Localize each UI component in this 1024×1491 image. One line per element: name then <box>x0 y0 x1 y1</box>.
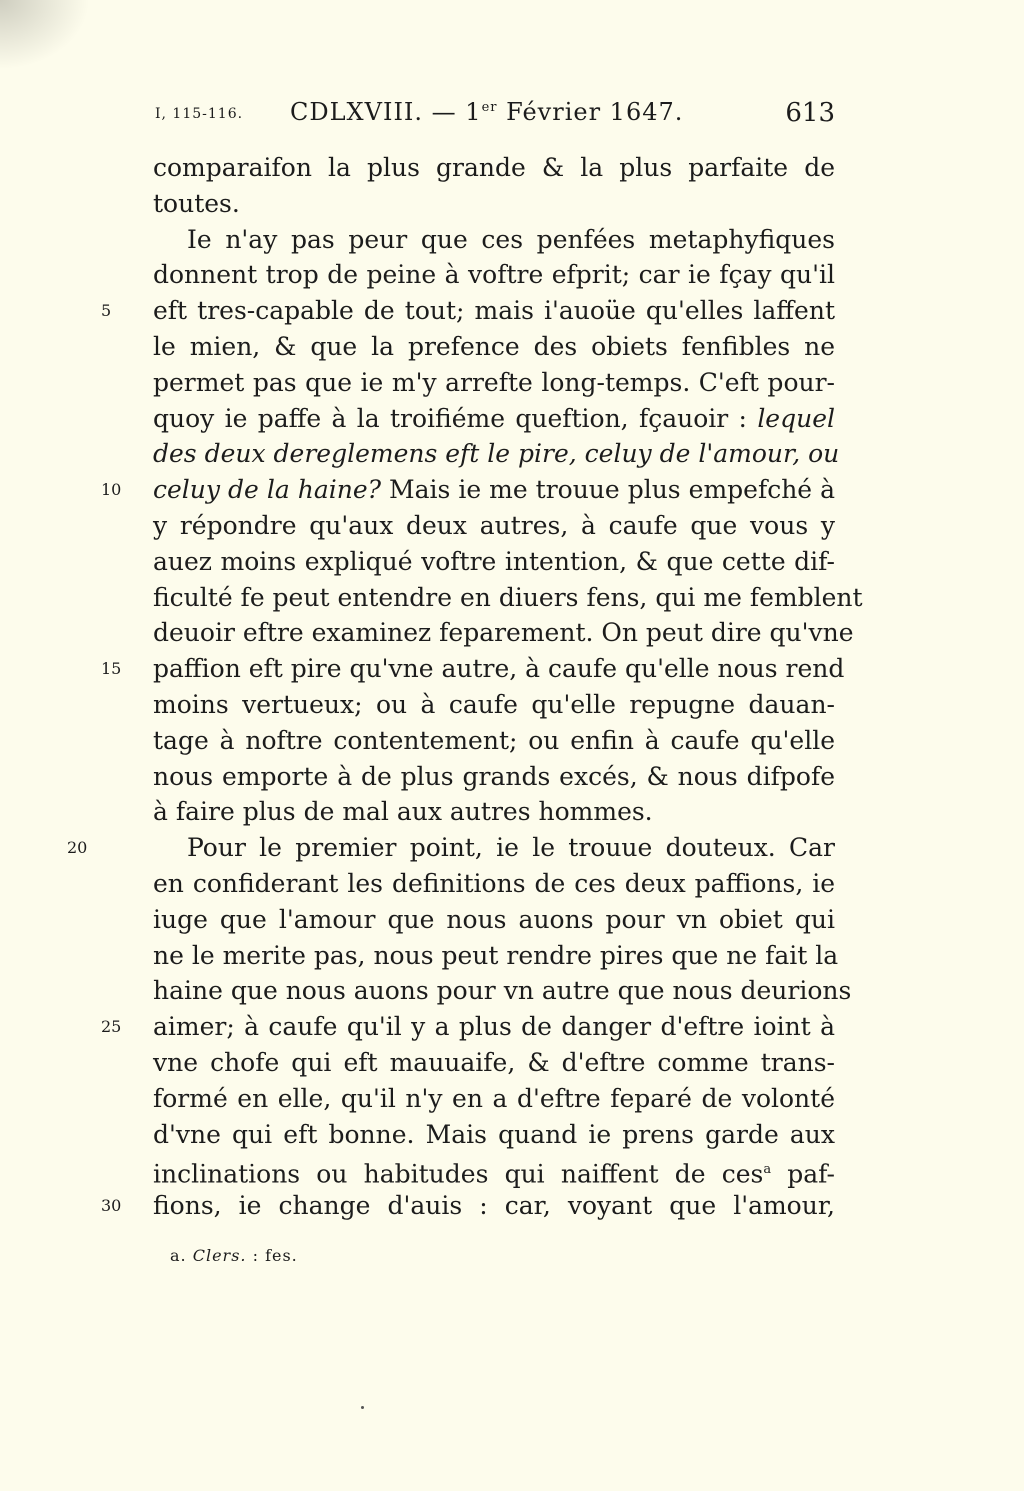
page-number: 613 <box>785 98 835 128</box>
text-line: y répondre qu'aux deux autres, à caufe que vous y <box>153 510 835 540</box>
line-number: 15 <box>101 659 122 679</box>
text-line: des deux dereglemens eft le pire, celuy de l'amour, ou <box>153 439 840 469</box>
line-number: 20 <box>67 838 88 858</box>
text-line: auez moins expliqué voftre intention, & que cette dif- <box>153 546 835 576</box>
text-line: 30 fions, ie change d'auis : car, voyant que l'amour, <box>153 1188 835 1224</box>
text-line: haine que nous auons pour vn autre que nous deurions <box>153 976 852 1006</box>
text-line: 25 aimer; à caufe qu'il y a plus de danger d'eftre ioint à <box>153 1009 835 1045</box>
text-line: ne le merite pas, nous peut rendre pires que ne fait la <box>153 940 839 970</box>
line-number: 30 <box>101 1196 122 1216</box>
line-number: 10 <box>101 480 122 500</box>
text-line: d'vne qui eft bonne. Mais quand ie prens garde aux <box>153 1119 835 1149</box>
footnote: a. Clers. : fes. <box>170 1246 298 1265</box>
line-number: 5 <box>101 301 112 321</box>
text-line: comparaifon la plus grande & la plus parfaite de <box>153 153 835 182</box>
text-line: deuoir eftre examinez feparement. On peut dire qu'vne <box>153 618 854 648</box>
line-number: 25 <box>101 1017 122 1037</box>
text-line: 5 eft tres-capable de tout; mais i'auoüe qu'elles laffent <box>153 293 835 329</box>
text-line: vne chofe qui eft mauuaife, & d'eftre comme trans- <box>153 1047 835 1077</box>
text-line: 15 paffion eft pire qu'vne autre, à caufe qu'elle nous rend <box>153 651 835 687</box>
text-line: moins vertueux; ou à caufe qu'elle repugne dauan- <box>153 689 835 719</box>
text-line: 10 celuy de la haine? Mais ie me trouue plus empefché à <box>153 472 835 508</box>
text-line: iuge que l'amour que nous auons pour vn obiet qui <box>153 904 835 934</box>
letter-body <box>67 150 863 1224</box>
page-corner-shadow <box>0 0 90 70</box>
print-speck <box>361 1406 364 1409</box>
text-line: en confiderant les definitions de ces deux paffions, ie <box>153 868 835 898</box>
text-line: toutes. <box>153 188 240 218</box>
header-reference: I, 115-116. <box>155 106 244 122</box>
text-line: ficulté fe peut entendre en diuers fens, qui me femblent <box>153 582 863 612</box>
text-line: donnent trop de peine à voftre efprit; car ie fçay qu'il <box>153 260 835 290</box>
text-line: inclinations ou habitudes qui naiffent de ces$^a$ paf- <box>153 1159 835 1189</box>
header-title: CDLXVIII. — 1er Février 1647. <box>290 98 684 126</box>
text-line: Ie n'ay pas peur que ces penfées metaphyfiques <box>187 224 835 254</box>
text-line: quoy ie paffe à la troifiéme queftion, fçauoir : lequel <box>153 403 835 433</box>
text-line: à faire plus de mal aux autres hommes. <box>153 797 653 827</box>
text-line: nous emporte à de plus grands excés, & nous difpofe <box>153 761 835 791</box>
text-line: tage à noftre contentement; ou enfin à caufe qu'elle <box>153 725 835 755</box>
running-header <box>155 98 835 134</box>
text-line: 20 Pour le premier point, ie le trouue douteux. Car <box>153 830 835 866</box>
footnote-reference: a <box>763 1162 772 1178</box>
text-line: permet pas que ie m'y arrefte long-temps. C'eft pour- <box>153 367 835 397</box>
text-line: formé en elle, qu'il n'y en a d'eftre feparé de volonté <box>153 1083 835 1113</box>
text-line: le mien, & que la prefence des obiets fenfibles ne <box>153 331 835 361</box>
